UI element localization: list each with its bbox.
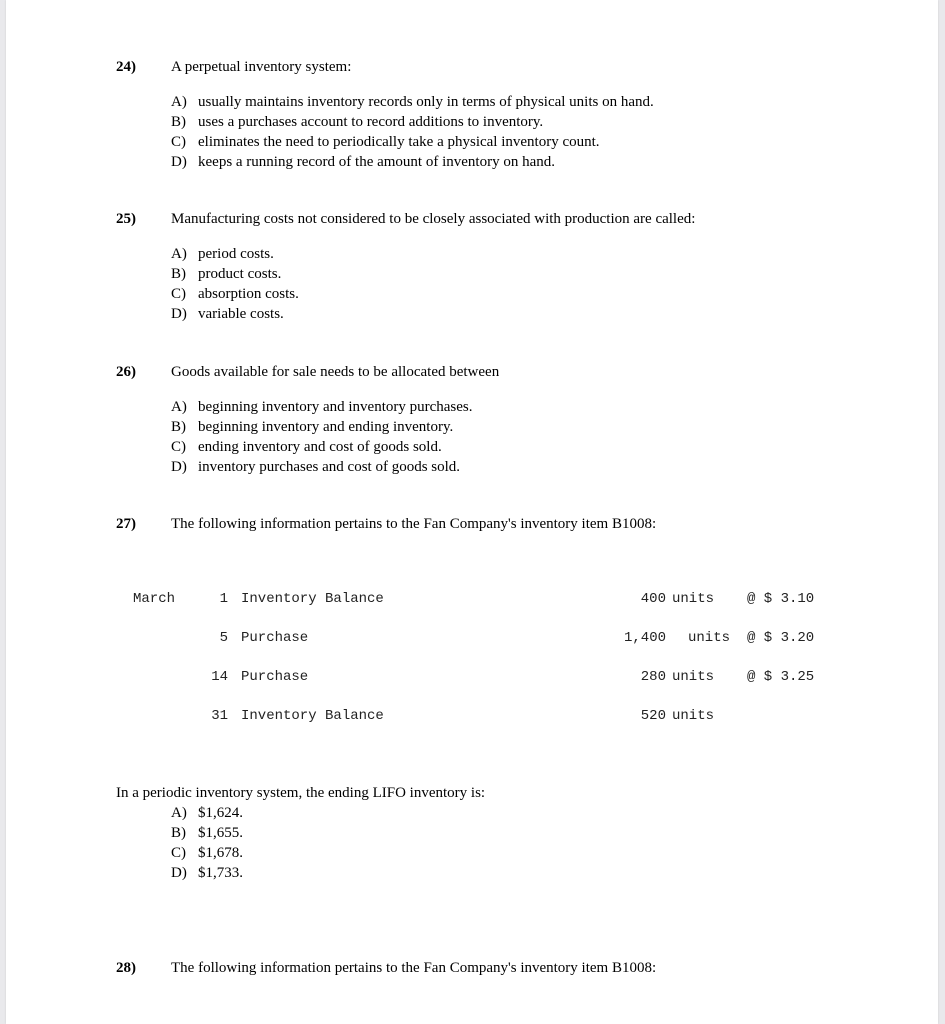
question-27-stem: In a periodic inventory system, the ending LIFO inventory is:: [116, 785, 486, 801]
question-28-number: 28): [116, 960, 136, 976]
document-page: [6, 0, 938, 1024]
question-24-number: 24): [116, 59, 136, 75]
question-26-option-c: C) ending inventory and cost of goods sold.: [171, 439, 442, 455]
question-26-option-d: D) inventory purchases and cost of goods sold.: [171, 459, 461, 475]
table-row-3-qty: 280: [640, 669, 666, 685]
question-27-text: The following information pertains to the Fan Company's inventory item B1008:: [171, 516, 657, 532]
table-row-1-units: units: [672, 591, 715, 607]
question-27-option-b: B) $1,655.: [171, 825, 243, 841]
question-28-text: The following information pertains to the Fan Company's inventory item B1008:: [171, 960, 657, 976]
table-row-4-day: 31: [211, 708, 228, 724]
table-row-1-day: 1: [219, 591, 228, 607]
question-25-option-c: C) absorption costs.: [171, 286, 299, 302]
question-25-option-a: A) period costs.: [171, 246, 274, 262]
table-row-3-price: @ $ 3.25: [747, 669, 815, 685]
question-25-number: 25): [116, 211, 136, 227]
question-26-option-b: B) beginning inventory and ending inventory.: [171, 419, 454, 435]
table-row-4-qty: 520: [640, 708, 666, 724]
question-24-option-a: A) usually maintains inventory records only in terms of physical units on hand.: [171, 94, 654, 110]
question-27-option-c: C) $1,678.: [171, 845, 243, 861]
question-26-number: 26): [116, 364, 136, 380]
table-row-2-units: units: [688, 630, 731, 646]
question-25-option-b: B) product costs.: [171, 266, 282, 282]
question-26-text: Goods available for sale needs to be allocated between: [171, 364, 500, 380]
table-row-2-price: @ $ 3.20: [747, 630, 815, 646]
question-24-option-b: B) uses a purchases account to record additions to inventory.: [171, 114, 544, 130]
table-row-3-units: units: [672, 669, 715, 685]
question-24-option-d: D) keeps a running record of the amount of inventory on hand.: [171, 154, 555, 170]
question-24-option-c: C) eliminates the need to periodically take a physical inventory count.: [171, 134, 600, 150]
question-25-option-d: D) variable costs.: [171, 306, 284, 322]
question-27-option-a: A) $1,624.: [171, 805, 243, 821]
table-row-1-qty: 400: [640, 591, 666, 607]
table-row-1-desc: Inventory Balance: [241, 591, 384, 607]
table-month: March: [133, 591, 176, 607]
table-row-1-price: @ $ 3.10: [747, 591, 815, 607]
table-row-4-desc: Inventory Balance: [241, 708, 384, 724]
question-27-option-d: D) $1,733.: [171, 865, 243, 881]
question-25-text: Manufacturing costs not considered to be closely associated with production are called:: [171, 211, 696, 227]
table-row-3-day: 14: [211, 669, 228, 685]
table-row-2-day: 5: [219, 630, 228, 646]
question-26-option-a: A) beginning inventory and inventory purchases.: [171, 399, 473, 415]
table-row-4-units: units: [672, 708, 715, 724]
table-row-2-qty: 1,400: [623, 630, 666, 646]
question-27-number: 27): [116, 516, 136, 532]
question-24-text: A perpetual inventory system:: [171, 59, 352, 75]
table-row-2-desc: Purchase: [241, 630, 309, 646]
table-row-3-desc: Purchase: [241, 669, 309, 685]
